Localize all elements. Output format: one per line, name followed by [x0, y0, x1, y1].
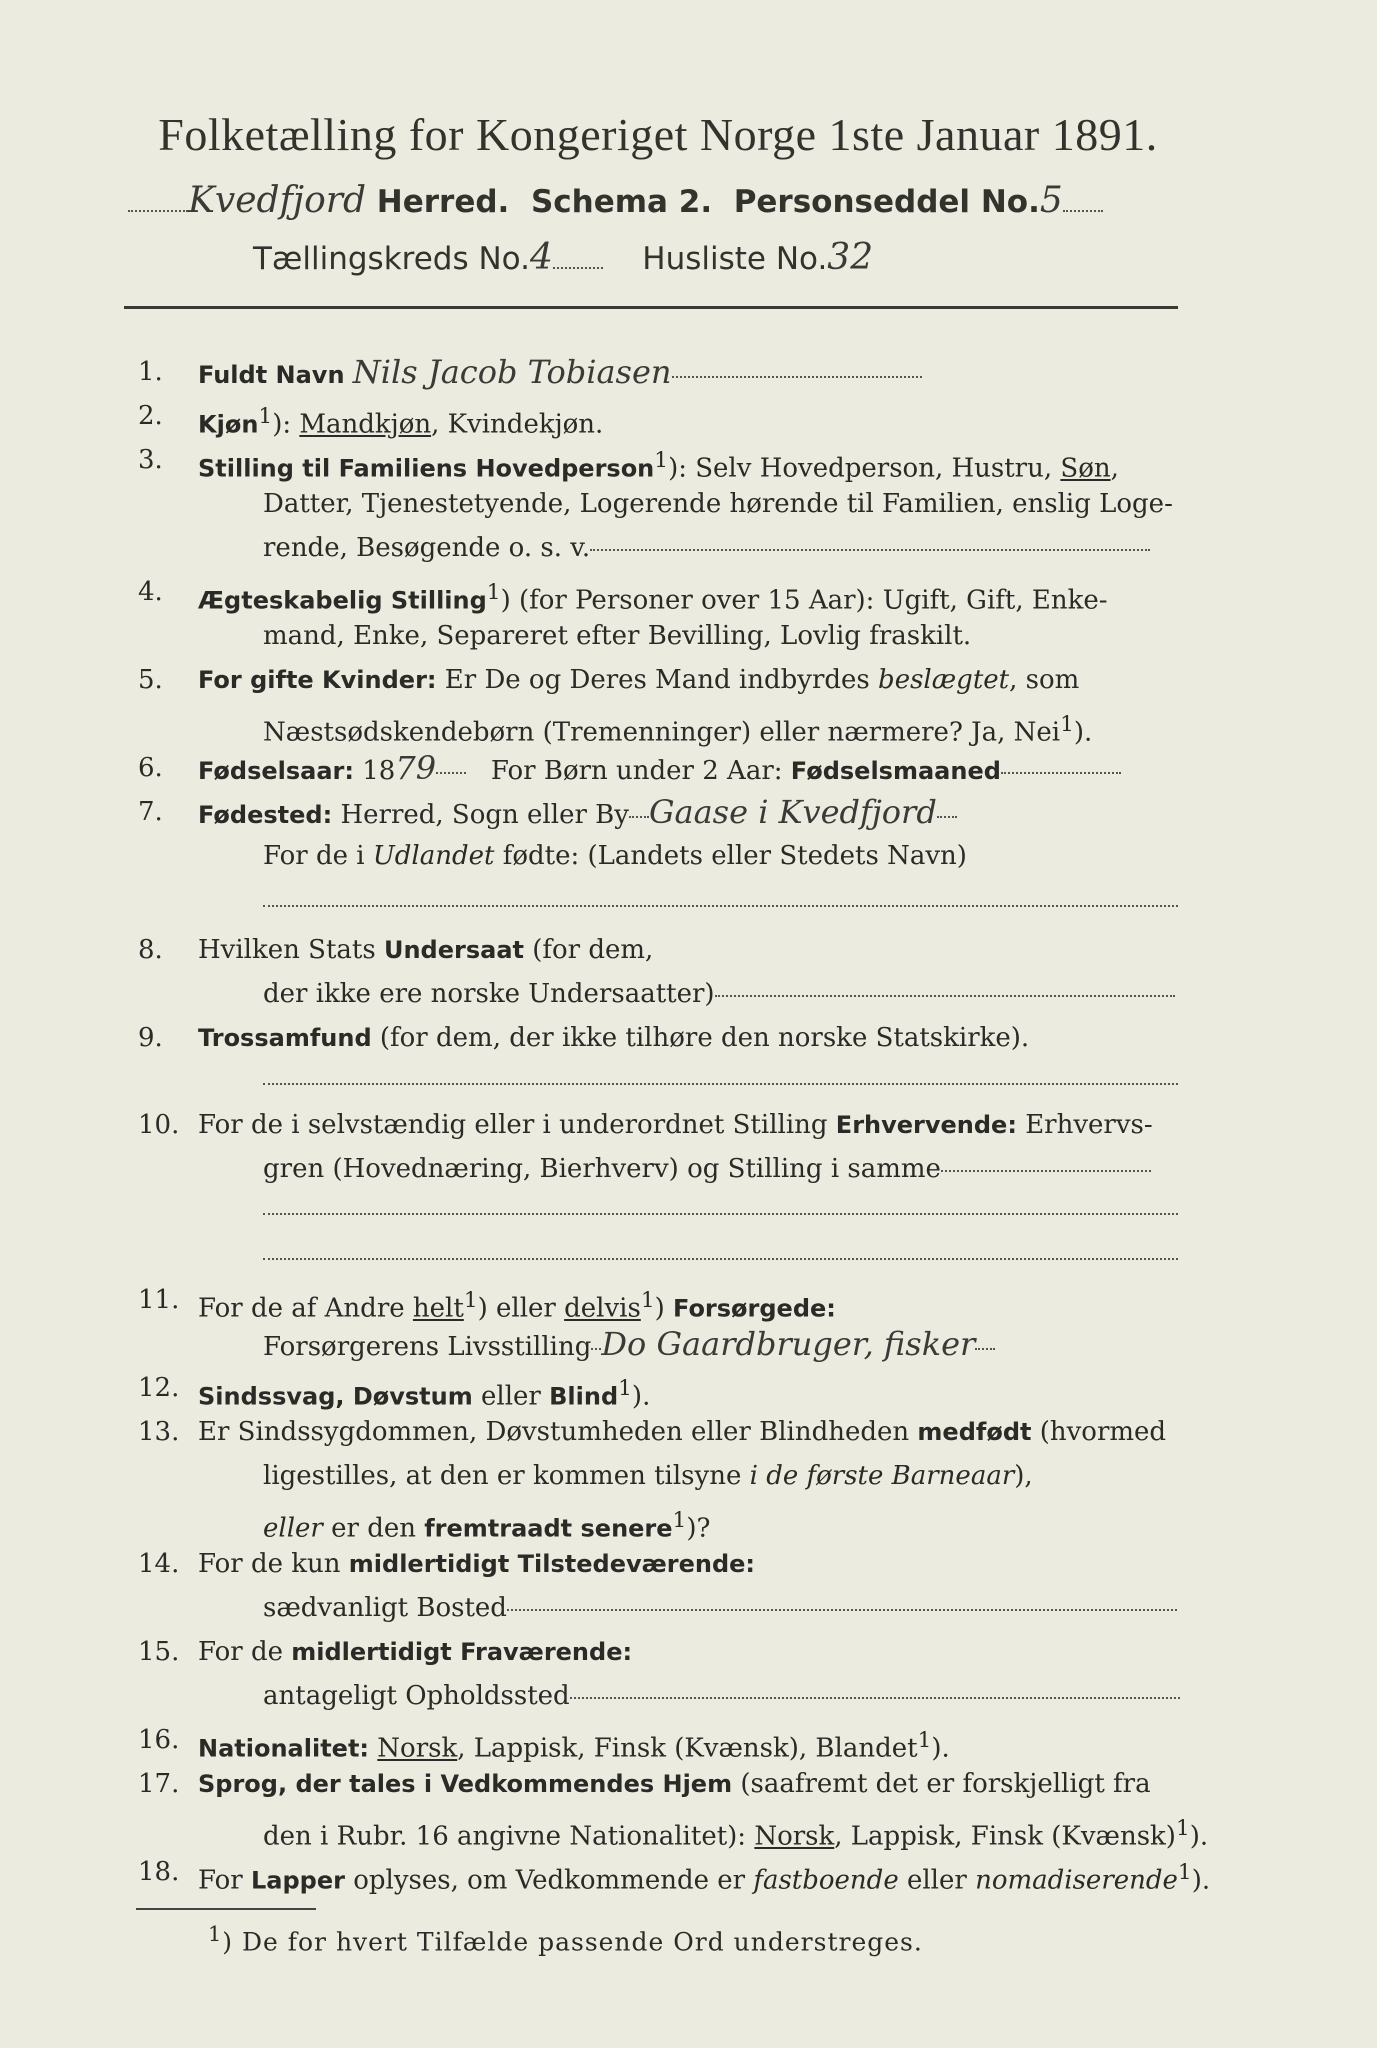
- husliste-value: 32: [827, 237, 874, 278]
- herred-value: Kvedfjord: [188, 180, 366, 221]
- item-number: 18.: [138, 1857, 180, 1887]
- item-number: 6.: [138, 753, 163, 783]
- birthplace-value: Gaase i Kvedfjord: [648, 793, 937, 831]
- item-number: 11.: [138, 1285, 180, 1315]
- position-label: Stilling til Familiens Hovedperson: [198, 454, 655, 483]
- religion-label: Trossamfund: [198, 1024, 372, 1052]
- position-selected-option: Søn: [1060, 453, 1111, 484]
- full-name-label: Fuldt Navn: [198, 361, 345, 389]
- kreds-value: 4: [529, 237, 553, 278]
- item-number: 16.: [138, 1725, 180, 1755]
- herred-line: [128, 180, 1103, 221]
- item-number: 13.: [138, 1417, 180, 1447]
- birth-year-label: Fødselsaar:: [198, 757, 354, 785]
- kreds-label: Tællingskreds No.: [253, 241, 530, 277]
- married-women-label: For gifte Kvinder:: [198, 666, 437, 694]
- item-number: 17.: [138, 1769, 180, 1799]
- full-name-value: Nils Jacob Tobiasen: [352, 353, 672, 391]
- provider-occupation-value: Do Gaardbruger, fisker: [601, 1325, 976, 1363]
- item-number: 14.: [138, 1549, 180, 1579]
- kreds-line: [253, 237, 873, 278]
- birth-month-label: Fødselsmaaned: [790, 757, 1001, 785]
- header-rule: [124, 306, 1178, 309]
- personseddel-value: 5: [1039, 180, 1063, 221]
- temporary-absent-label: midlertidigt Fraværende:: [291, 1638, 633, 1666]
- nationality-selected-option: Norsk: [377, 1733, 458, 1764]
- occupation-line-2: [263, 1258, 1178, 1260]
- form-title: Folketælling for Kongeriget Norge 1ste Januar 1891.: [158, 109, 1158, 160]
- item-number: 3.: [138, 445, 163, 475]
- item-number: 7.: [138, 797, 163, 827]
- item-number: 1.: [138, 357, 163, 387]
- item-number: 10.: [138, 1110, 180, 1140]
- temporary-present-label: midlertidigt Tilstedeværende:: [348, 1550, 756, 1578]
- item-number: 15.: [138, 1637, 180, 1667]
- item-number: 5.: [138, 665, 163, 695]
- citizenship-label: Undersaat: [383, 936, 524, 964]
- item-number: 8.: [138, 935, 163, 965]
- occupation-line-1: [263, 1213, 1178, 1215]
- husliste-label: Husliste No.: [642, 241, 828, 277]
- nationality-label: Nationalitet:: [198, 1734, 370, 1763]
- birthplace-label: Fødested:: [198, 801, 333, 829]
- footnote: $^1$) De for hvert Tilfælde passende Ord understreges.: [208, 1922, 923, 1957]
- footnote-rule: [136, 1908, 316, 1910]
- item-number: 9.: [138, 1023, 163, 1053]
- item-number: 12.: [138, 1373, 180, 1403]
- birth-year-value: 79: [395, 749, 437, 787]
- language-selected-option: Norsk: [754, 1821, 835, 1852]
- item-number: 2.: [138, 401, 163, 431]
- item-number: 4.: [138, 577, 163, 607]
- religion-line: [263, 1083, 1178, 1085]
- herred-label: Herred.: [376, 184, 510, 220]
- occupation-label: Erhvervende:: [835, 1111, 1017, 1139]
- sami-label: Lapper: [250, 1866, 345, 1895]
- congenital-label: medfødt: [917, 1418, 1032, 1446]
- personseddel-label: Personseddel No.: [733, 184, 1040, 220]
- schema-label: Schema 2.: [530, 184, 713, 220]
- sex-selected-option: Mandkjøn: [299, 409, 432, 440]
- dependents-label: Forsørgede:: [673, 1294, 836, 1323]
- foreign-birthplace-line: [263, 905, 1178, 907]
- disability-label: Sindssvag, Døvstum: [198, 1382, 473, 1411]
- sex-label: Kjøn: [198, 410, 259, 439]
- census-form-page: Folketælling for Kongeriget Norge 1ste Januar 1891. Kvedfjord Herred. Schema 2. Personseddel No.5 Tællingskreds No.4 Husliste No.32 1. Fuldt Navn Nils Jacob Tobiasen 2. Kjøn$^1$): Mandkjøn, Kvindekjøn. 3. Stilling til Familiens Hovedperson$^1$): Selv Hovedperson, Hustru, Søn, Datter, Tjenestetyende, Logerende hørende til Familien, enslig Loge- rende, Besøgende o. s. v. 4. Ægteskabelig Stilling$^1$) (for Personer over 15 Aar): Ugift, Gift, Enke- mand, Enke, Separeret efter Bevilling, Lovlig fraskilt. 5. For gifte Kvinder: Er De og Deres Mand indbyrdes beslægtet, som Næstsødskendebørn (Tremenninger) eller nærmere? Ja, Nei$^1$). 6. Fødselsaar: 1879 For Børn under 2 Aar: Fødselsmaaned 7. Fødested: Herred, Sogn eller By Gaase i Kvedfjord For de i Udlandet fødte: (Landets eller Stedets Navn) 8. Hvilken Stats Undersaat (for dem, der ikke ere norske Undersaatter) 9. Trossamfund (for dem, der ikke tilhøre den norske Statskirke). 10. For de i selvstændig eller i underordnet Stilling Erhvervende: Erhvervs- gren (Hovednæring, Bierhverv) og Stilling i samme 11. For de af Andre helt$^1$) eller delvis$^1$) Forsørgede: Forsørgerens Livsstilling Do Gaardbruger, fisker 12. Sindssvag, Døvstum eller Blind$^1$). 13. Er Sindssygdommen, Døvstumheden eller Blindheden medfødt (hvormed ligestilles, at den er kommen tilsyne i de første Barneaar), eller er den fremtraadt senere$^1$)? 14. For de kun midlertidigt Tilstedeværende: sædvanligt Bosted 15. For de midlertidigt Fraværende: antageligt Opholdssted 16. Nationalitet: Norsk, Lappisk, Finsk (Kvænsk), Blandet$^1$). 17. Sprog, der tales i Vedkommendes Hjem (saafremt det er forskjelligt fra den i Rubr. 16 angivne Nationalitet): Norsk, Lappisk, Finsk (Kvænsk)$^1$). 18. For Lapper oplyses, om Vedkommende er fastboende eller nomadiserende$^1$). $^1$) De for hvert Tilfælde passende Ord understreges.: [0, 0, 1377, 2048]
- marital-status-label: Ægteskabelig Stilling: [198, 586, 487, 615]
- language-label: Sprog, der tales i Vedkommendes Hjem: [198, 1770, 733, 1798]
